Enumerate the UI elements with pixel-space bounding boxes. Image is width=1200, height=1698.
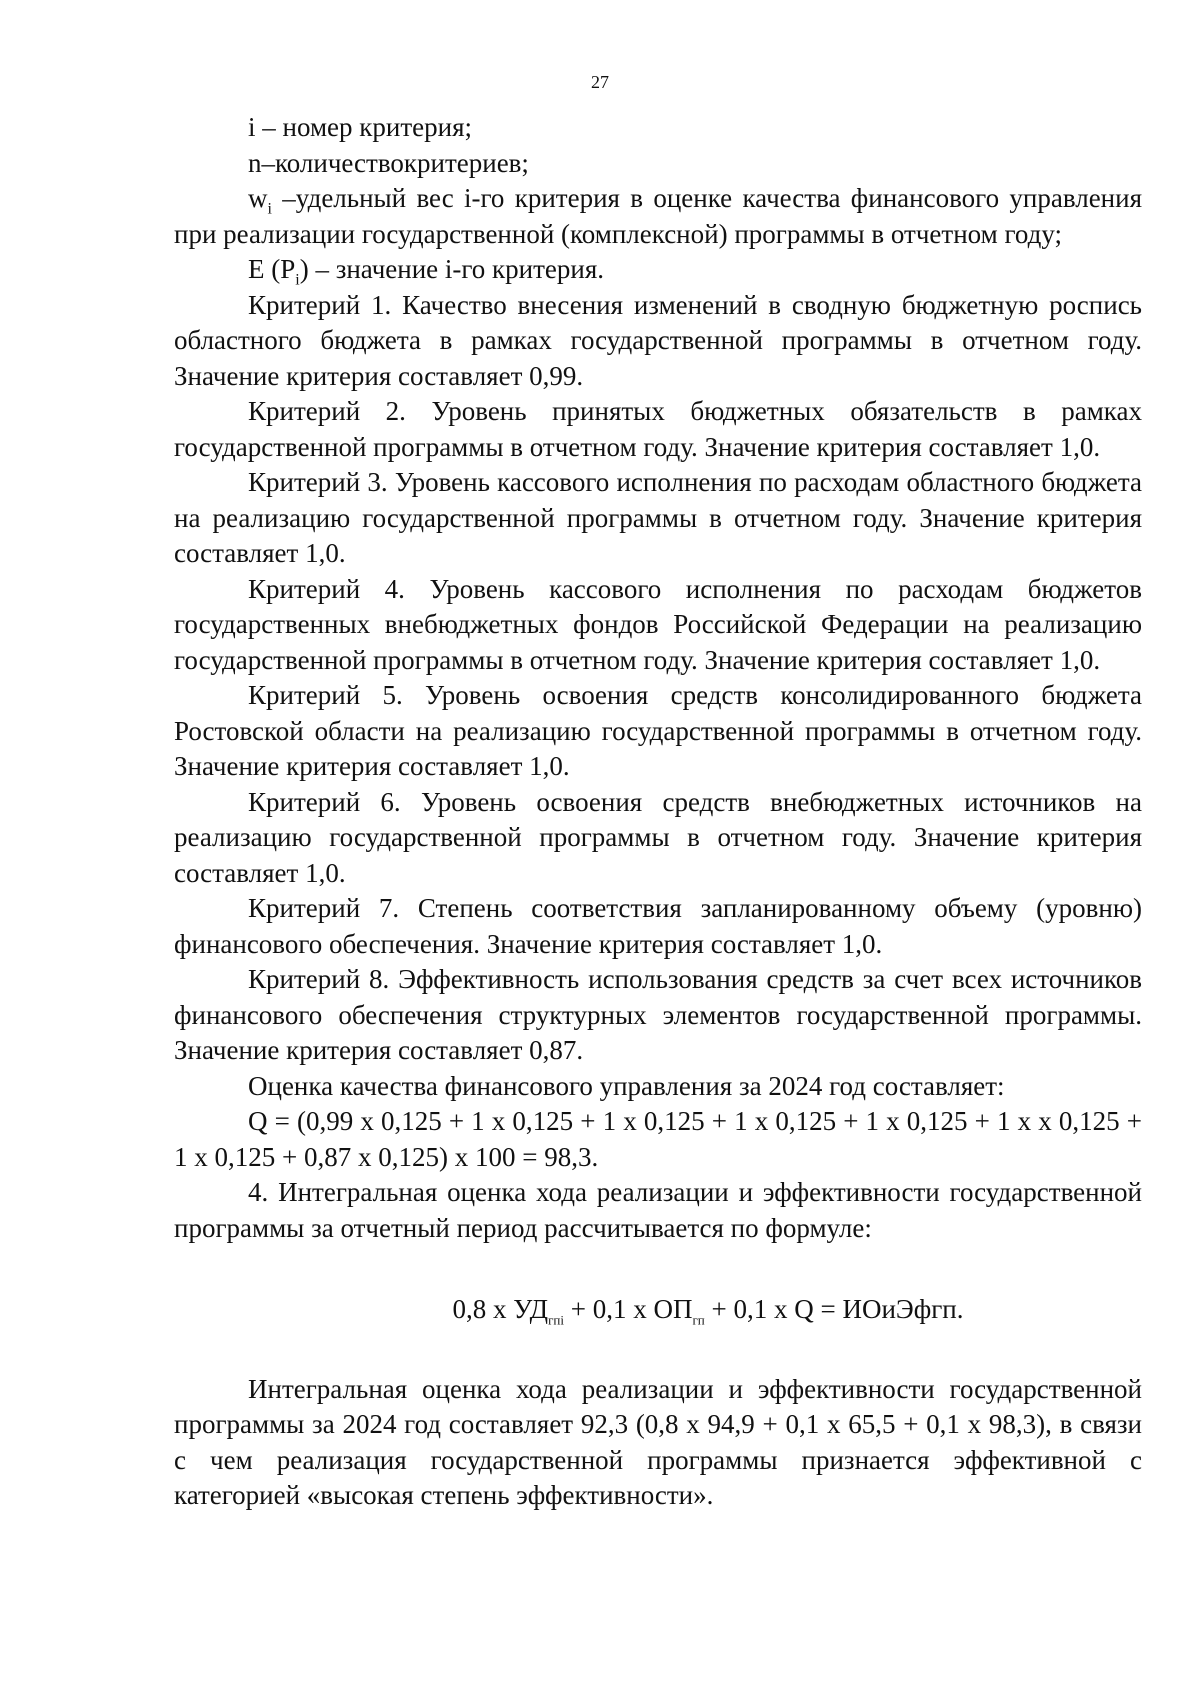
page-number: 27	[591, 72, 609, 92]
formula-part: 0,8 x УД	[452, 1294, 549, 1324]
definition-e	[174, 252, 1142, 288]
formula-subscript: гпi	[548, 1312, 564, 1328]
criterion-8-paragraph: Критерий 8. Эффективность использования средств за счет всех источников финансового обеспечения структурных элементов государственной программы. Значение критерия составляет 0,87.	[174, 964, 1142, 1065]
criterion-5-paragraph: Критерий 5. Уровень освоения средств консолидированного бюджета Ростовской области на реализацию государственной программы в отчетном году. Значение критерия составляет 1,0.	[174, 680, 1142, 781]
definition-text: –количествокритериев;	[261, 147, 529, 178]
definition-text: ) – значение i-го критерия.	[299, 254, 605, 284]
integral-formula	[174, 1292, 1142, 1328]
criterion-2-paragraph: Критерий 2. Уровень принятых бюджетных обязательств в рамках государственной программы в отчетном году. Значение критерия составляет 1,0.	[174, 396, 1142, 462]
definition-subscript: i	[295, 271, 300, 289]
definition-symbol: n	[248, 147, 262, 178]
criterion-3-paragraph: Критерий 3. Уровень кассового исполнения по расходам областного бюджета на реализацию государственной программы в отчетном году. Значение критерия составляет 1,0.	[174, 467, 1142, 568]
definition-symbol: i	[248, 112, 256, 142]
document-body	[174, 110, 1142, 1514]
integral-assessment-intro: 4. Интегральная оценка хода реализации и эффективности государственной программы за отчетный период рассчитывается по формуле:	[174, 1177, 1142, 1243]
definition-text: – номер критерия;	[255, 112, 472, 142]
quality-formula: Q = (0,99 x 0,125 + 1 x 0,125 + 1 x 0,125 + 1 x 0,125 + 1 x 0,125 + 1 x x 0,125 + 1 x 0,125 + 0,87 x 0,125) x 100 = 98,3.	[174, 1106, 1142, 1172]
criterion-1-paragraph: Критерий 1. Качество внесения изменений в сводную бюджетную роспись областного бюджета в рамках государственной программы в отчетном году. Значение критерия составляет 0,99.	[174, 289, 1142, 391]
criterion-6-paragraph: Критерий 6. Уровень освоения средств внебюджетных источников на реализацию государственной программы в отчетном году. Значение критерия составляет 1,0.	[174, 786, 1142, 888]
conclusion-paragraph: Интегральная оценка хода реализации и эффективности государственной программы за 2024 год составляет 92,3 (0,8 x 94,9 + 0,1 x 65,5 + 0,1 x 98,3), в связи с чем реализация государственной программы признается эффективной с категорией «высокая степень эффективности».	[174, 1373, 1142, 1510]
definition-text: –удельный вес i-го критерия в оценке качества финансового управления при реализации государственной (комплексной) программы в отчетном году;	[174, 183, 1142, 249]
formula-part: + 0,1 x Q = ИОиЭфгп.	[704, 1294, 964, 1324]
criterion-4-paragraph: Критерий 4. Уровень кассового исполнения по расходам бюджетов государственных внебюджетных фондов Российской Федерации на реализацию государственной программы в отчетном году. Значение критерия составляет 1,0.	[174, 573, 1142, 675]
quality-assessment-intro: Оценка качества финансового управления за 2024 год составляет:	[248, 1070, 1005, 1101]
definition-symbol: w	[248, 183, 268, 213]
definition-i	[174, 110, 1142, 146]
definition-n	[174, 146, 1142, 182]
criterion-7-paragraph: Критерий 7. Степень соответствия запланированному объему (уровню) финансового обеспечения. Значение критерия составляет 1,0.	[174, 893, 1142, 959]
definition-subscript: i	[267, 200, 272, 218]
formula-part: + 0,1 x ОП	[563, 1294, 693, 1324]
definition-w	[174, 181, 1142, 252]
formula-subscript: гп	[692, 1312, 705, 1328]
definition-prefix: Е (P	[248, 254, 296, 284]
